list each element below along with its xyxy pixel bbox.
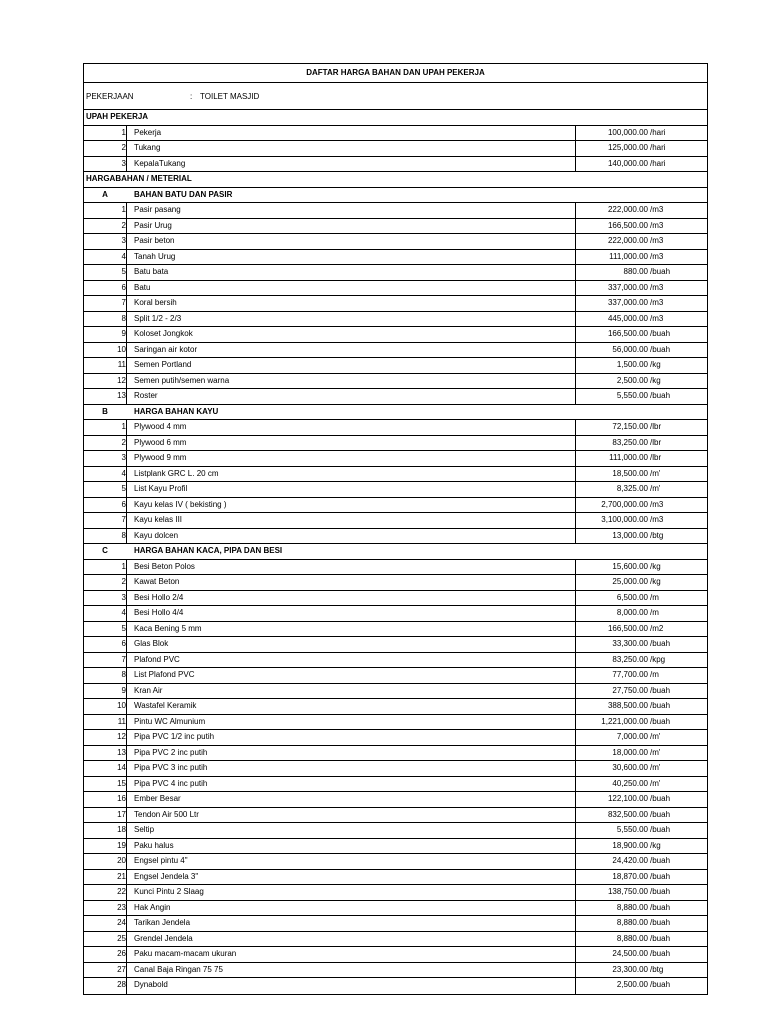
item-price: 33,300.00 (612, 639, 648, 648)
item-name: Kaca Bening 5 mm (134, 623, 202, 633)
item-number: 23 (84, 901, 127, 916)
table-row (84, 451, 707, 467)
item-price: 18,000.00 (612, 747, 648, 757)
item-price: 1,500.00 (616, 360, 648, 369)
item-unit: /m3 (650, 205, 664, 214)
item-price: 24,500.00 (612, 949, 648, 958)
item-number: 28 (84, 978, 127, 994)
item-name: Pasir pasang (134, 205, 181, 214)
item-unit: /m' (650, 778, 661, 788)
item-unit: /buah (650, 716, 671, 726)
item-price: 5,550.00 (616, 391, 648, 400)
item-unit: /buah (650, 887, 671, 896)
item-number: 15 (84, 777, 127, 792)
table-row (84, 963, 707, 979)
item-price: 111,000.00 (609, 251, 648, 261)
item-name: Tendon Air 500 Ltr (134, 809, 199, 819)
item-price: 445,000.00 (607, 313, 648, 323)
item-unit: /buah (650, 902, 671, 912)
item-number: 2 (84, 141, 127, 156)
item-number: 24 (84, 916, 127, 931)
item-number: 2 (84, 575, 127, 590)
item-price: 83,250.00 (612, 437, 648, 447)
item-number: 3 (84, 451, 127, 466)
table-row (84, 885, 707, 901)
section-heading: HARGABAHAN / METERIAL (86, 174, 192, 183)
table-row (84, 684, 707, 700)
item-number: 10 (84, 343, 127, 358)
table-row (84, 126, 707, 142)
item-name: Kayu kelas III (134, 515, 183, 524)
table-row (84, 560, 707, 576)
item-unit: /m' (650, 468, 661, 478)
item-name: Kawat Beton (134, 577, 180, 586)
table-row (84, 901, 707, 917)
item-price: 18,500.00 (612, 468, 648, 478)
group-title: HARGA BAHAN KAYU (134, 406, 219, 416)
table-row (84, 715, 707, 731)
item-name: List Kayu Profil (134, 484, 188, 493)
item-price: 2,500.00 (616, 375, 648, 385)
material-heading (84, 172, 707, 188)
item-number: 9 (84, 327, 127, 342)
item-unit: /m3 (650, 220, 664, 230)
item-number: 7 (84, 653, 127, 668)
item-unit: /buah (650, 933, 671, 943)
table-row (84, 699, 707, 715)
item-name: Plafond PVC (134, 654, 180, 664)
item-unit: /kg (650, 577, 661, 586)
item-unit: /kpg (650, 654, 666, 664)
item-unit: /hari (650, 127, 666, 137)
item-name: Engsel Jendela 3" (134, 871, 199, 881)
table-row (84, 916, 707, 932)
item-name: Paku halus (134, 840, 174, 850)
table-row (84, 436, 707, 452)
item-number: 5 (84, 622, 127, 637)
item-number: 8 (84, 529, 127, 544)
item-number: 22 (84, 885, 127, 900)
item-name: Plywood 6 mm (134, 437, 187, 447)
item-number: 3 (84, 234, 127, 249)
table-row (84, 157, 707, 173)
item-unit: /m (650, 592, 659, 602)
item-unit: /buah (650, 794, 671, 803)
item-price: 166,500.00 (607, 220, 648, 230)
item-price: 23,300.00 (612, 964, 648, 974)
item-price: 1,221,000.00 (601, 716, 648, 726)
table-row (84, 932, 707, 948)
item-number: 13 (84, 389, 127, 404)
item-unit: /m3 (650, 313, 664, 323)
item-name: Batu (134, 282, 151, 292)
item-number: 6 (84, 637, 127, 652)
item-unit: /m' (650, 763, 661, 772)
table-row (84, 265, 707, 281)
item-name: Hak Angin (134, 902, 171, 912)
table-row (84, 792, 707, 808)
item-name: Kayu dolcen (134, 530, 179, 540)
item-number: 4 (84, 467, 127, 482)
pekerjaan-value: TOILET MASJID (200, 92, 260, 101)
item-price: 72,150.00 (612, 422, 648, 431)
item-price: 337,000.00 (607, 282, 648, 292)
item-number: 2 (84, 219, 127, 234)
item-number: 3 (84, 157, 127, 172)
item-unit: /buah (650, 980, 671, 989)
item-unit: /hari (650, 158, 666, 168)
item-number: 9 (84, 684, 127, 699)
group-letter: B (102, 406, 108, 416)
table-row (84, 823, 707, 839)
item-number: 16 (84, 792, 127, 807)
table-row (84, 343, 707, 359)
item-price: 24,420.00 (612, 856, 648, 865)
item-number: 10 (84, 699, 127, 714)
item-number: 26 (84, 947, 127, 962)
item-name: KepalaTukang (134, 158, 186, 168)
item-name: Wastafel Keramik (134, 701, 197, 710)
group-heading-row (84, 405, 707, 421)
table-row (84, 498, 707, 514)
table-row (84, 513, 707, 529)
item-name: Semen Portland (134, 360, 192, 369)
table-row (84, 575, 707, 591)
table-row (84, 529, 707, 545)
item-name: Koral bersih (134, 298, 177, 307)
item-unit: /buah (650, 701, 671, 710)
item-unit: /buah (650, 809, 671, 819)
item-unit: /m3 (650, 298, 664, 307)
item-price: 8,880.00 (616, 902, 648, 912)
item-name: Saringan air kotor (134, 344, 198, 354)
item-number: 6 (84, 281, 127, 296)
item-name: Pekerja (134, 127, 162, 137)
table-row (84, 281, 707, 297)
item-name: Canal Baja Ringan 75 75 (134, 964, 223, 974)
item-price: 18,900.00 (612, 840, 648, 850)
item-name: Roster (134, 391, 158, 400)
item-name: Pasir Urug (134, 220, 172, 230)
item-price: 8,880.00 (616, 918, 648, 927)
item-number: 1 (84, 126, 127, 141)
item-unit: /hari (650, 143, 666, 152)
item-unit: /m (650, 608, 659, 617)
item-number: 13 (84, 746, 127, 761)
table-row (84, 203, 707, 219)
item-unit: /lbr (650, 437, 662, 447)
table-row (84, 854, 707, 870)
item-price: 83,250.00 (612, 654, 648, 664)
group-letter: C (102, 546, 108, 555)
item-name: Kran Air (134, 685, 163, 695)
table-row (84, 668, 707, 684)
item-name: Pasir beton (134, 236, 175, 245)
item-unit: /m3 (650, 251, 664, 261)
item-name: List Plafond PVC (134, 670, 195, 679)
item-unit: /m3 (650, 282, 664, 292)
table-row (84, 234, 707, 250)
table-row (84, 420, 707, 436)
item-price: 222,000.00 (607, 205, 648, 214)
item-name: Koloset Jongkok (134, 329, 193, 338)
item-number: 25 (84, 932, 127, 947)
table-row (84, 761, 707, 777)
table-row (84, 141, 707, 157)
item-unit: /m2 (650, 623, 664, 633)
item-name: Tanah Urug (134, 251, 176, 261)
table-row (84, 219, 707, 235)
item-price: 27,750.00 (612, 685, 648, 695)
item-price: 166,500.00 (607, 329, 648, 338)
item-price: 18,870.00 (612, 871, 648, 881)
item-name: Plywood 4 mm (134, 422, 187, 431)
item-unit: /lbr (650, 453, 662, 462)
item-number: 12 (84, 374, 127, 389)
item-price: 40,250.00 (612, 778, 648, 788)
item-unit: /m' (650, 732, 661, 741)
table-row (84, 978, 707, 994)
table-row (84, 622, 707, 638)
item-number: 1 (84, 420, 127, 435)
item-unit: /btg (650, 964, 664, 974)
item-price: 880.00 (623, 267, 648, 276)
item-unit: /m' (650, 747, 661, 757)
item-price: 25,000.00 (612, 577, 648, 586)
item-name: Paku macam-macam ukuran (134, 949, 237, 958)
item-name: Pipa PVC 3 inc putih (134, 763, 208, 772)
item-unit: /m (650, 670, 659, 679)
item-unit: /kg (650, 840, 661, 850)
group-letter: A (102, 189, 108, 199)
table-row (84, 591, 707, 607)
item-unit: /lbr (650, 422, 662, 431)
item-name: Engsel pintu 4" (134, 856, 188, 865)
item-name: Kayu kelas IV ( bekisting ) (134, 499, 227, 509)
item-unit: /kg (650, 561, 661, 571)
item-unit: /kg (650, 375, 661, 385)
table-row (84, 730, 707, 746)
section-heading: UPAH PEKERJA (86, 112, 149, 121)
group-heading-row (84, 544, 707, 560)
item-name: Ember Besar (134, 794, 181, 803)
pekerjaan-row (84, 83, 707, 110)
item-number: 18 (84, 823, 127, 838)
item-price: 125,000.00 (607, 143, 648, 152)
item-price: 56,000.00 (612, 344, 648, 354)
price-table (83, 63, 708, 995)
item-unit: /m3 (650, 236, 664, 245)
item-name: Seltip (134, 825, 155, 834)
item-name: Semen putih/semen warna (134, 375, 230, 385)
table-row (84, 482, 707, 498)
item-price: 3,100,000.00 (601, 515, 648, 524)
item-name: Besi Hollo 4/4 (134, 608, 184, 617)
item-unit: /btg (650, 530, 664, 540)
item-price: 111,000.00 (609, 453, 648, 462)
item-price: 337,000.00 (607, 298, 648, 307)
item-price: 222,000.00 (607, 236, 648, 245)
item-number: 5 (84, 482, 127, 497)
item-unit: /m3 (650, 515, 664, 524)
item-number: 17 (84, 808, 127, 823)
item-number: 12 (84, 730, 127, 745)
table-row (84, 296, 707, 312)
table-row (84, 777, 707, 793)
group-heading-row (84, 188, 707, 204)
item-unit: /buah (650, 918, 671, 927)
table-row (84, 808, 707, 824)
item-unit: /buah (650, 871, 671, 881)
item-number: 19 (84, 839, 127, 854)
table-row (84, 250, 707, 266)
item-name: Split 1/2 - 2/3 (134, 313, 182, 323)
item-price: 8,325.00 (616, 484, 648, 493)
item-name: Besi Hollo 2/4 (134, 592, 184, 602)
item-price: 100,000.00 (607, 127, 648, 137)
item-unit: /m' (650, 484, 661, 493)
table-row (84, 870, 707, 886)
item-price: 138,750.00 (607, 887, 648, 896)
item-unit: /buah (650, 267, 671, 276)
item-number: 6 (84, 498, 127, 513)
item-name: Listplank GRC L. 20 cm (134, 468, 219, 478)
item-price: 13,000.00 (612, 530, 648, 540)
item-name: Kunci Pintu 2 Slaag (134, 887, 204, 896)
table-row (84, 839, 707, 855)
item-number: 7 (84, 296, 127, 311)
item-number: 4 (84, 250, 127, 265)
item-name: Pintu WC Almunium (134, 716, 206, 726)
item-unit: /buah (650, 344, 671, 354)
table-row (84, 312, 707, 328)
item-name: Pipa PVC 2 inc putih (134, 747, 208, 757)
table-row (84, 389, 707, 405)
item-name: Glas Blok (134, 639, 169, 648)
item-price: 77,700.00 (612, 670, 648, 679)
item-price: 15,600.00 (612, 561, 648, 571)
item-name: Besi Beton Polos (134, 561, 195, 571)
table-row (84, 374, 707, 390)
item-price: 30,600.00 (612, 763, 648, 772)
item-unit: /buah (650, 825, 671, 834)
upah-heading (84, 110, 707, 126)
table-row (84, 606, 707, 622)
item-unit: /buah (650, 685, 671, 695)
item-number: 8 (84, 312, 127, 327)
item-number: 21 (84, 870, 127, 885)
item-number: 4 (84, 606, 127, 621)
item-number: 7 (84, 513, 127, 528)
item-name: Tarikan Jendela (134, 918, 191, 927)
item-price: 8,000.00 (616, 608, 648, 617)
item-number: 2 (84, 436, 127, 451)
item-number: 11 (84, 358, 127, 373)
item-name: Batu bata (134, 267, 169, 276)
item-number: 8 (84, 668, 127, 683)
item-unit: /buah (650, 639, 671, 648)
item-number: 1 (84, 560, 127, 575)
item-price: 122,100.00 (607, 794, 648, 803)
item-price: 832,500.00 (607, 809, 648, 819)
item-price: 166,500.00 (607, 623, 648, 633)
group-title: HARGA BAHAN KACA, PIPA DAN BESI (134, 546, 283, 555)
item-name: Plywood 9 mm (134, 453, 187, 462)
item-name: Grendel Jendela (134, 933, 193, 943)
item-name: Pipa PVC 1/2 inc putih (134, 732, 215, 741)
pekerjaan-label: PEKERJAAN (86, 92, 134, 101)
item-price: 7,000.00 (616, 732, 648, 741)
item-price: 6,500.00 (616, 592, 648, 602)
item-name: Dynabold (134, 980, 168, 989)
item-number: 3 (84, 591, 127, 606)
item-number: 11 (84, 715, 127, 730)
table-row (84, 327, 707, 343)
item-unit: /buah (650, 391, 671, 400)
item-number: 14 (84, 761, 127, 776)
item-name: Tukang (134, 143, 161, 152)
item-number: 1 (84, 203, 127, 218)
group-title: BAHAN BATU DAN PASIR (134, 189, 233, 199)
item-unit: /buah (650, 856, 671, 865)
item-unit: /buah (650, 949, 671, 958)
item-price: 2,500.00 (616, 980, 648, 989)
item-price: 8,880.00 (616, 933, 648, 943)
table-row (84, 653, 707, 669)
item-unit: /m3 (650, 499, 664, 509)
table-row (84, 358, 707, 374)
item-price: 140,000.00 (607, 158, 648, 168)
item-price: 388,500.00 (607, 701, 648, 710)
table-row (84, 947, 707, 963)
table-row (84, 637, 707, 653)
table-row (84, 467, 707, 483)
item-number: 20 (84, 854, 127, 869)
table-title: DAFTAR HARGA BAHAN DAN UPAH PEKERJA (84, 64, 707, 83)
item-unit: /buah (650, 329, 671, 338)
table-row (84, 746, 707, 762)
item-unit: /kg (650, 360, 661, 369)
item-price: 5,550.00 (616, 825, 648, 834)
item-number: 27 (84, 963, 127, 978)
item-name: Pipa PVC 4 inc putih (134, 778, 208, 788)
pekerjaan-colon: : (190, 92, 193, 101)
item-number: 5 (84, 265, 127, 280)
item-price: 2,700,000.00 (601, 499, 648, 509)
